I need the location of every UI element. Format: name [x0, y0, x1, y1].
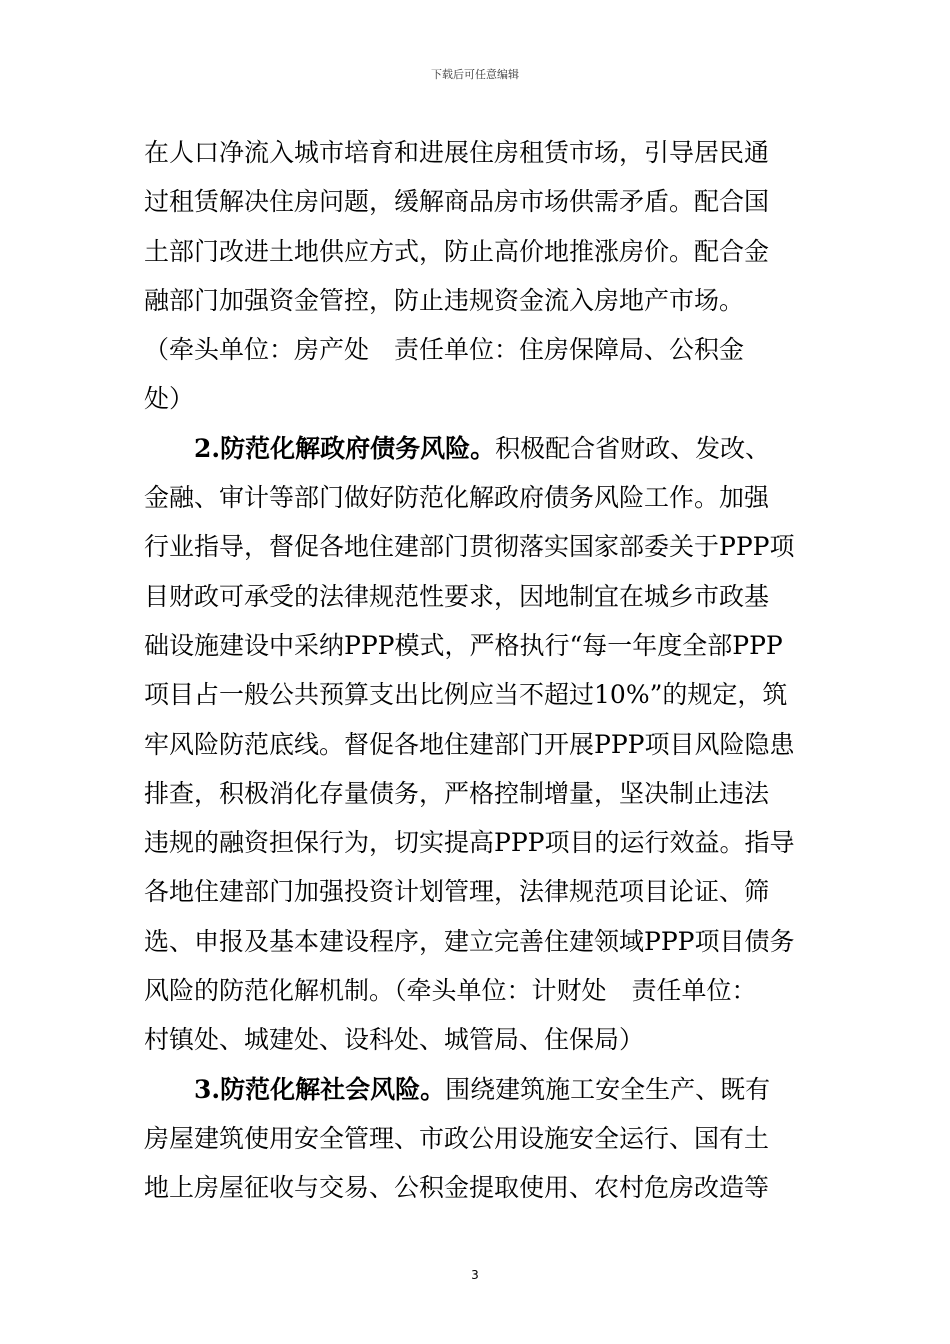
text-line: 违规的融资担保行为，切实提高PPP项目的运行效益。指导: [144, 828, 795, 858]
page-number: 3: [471, 1268, 479, 1282]
text-line: 融部门加强资金管控，防止违规资金流入房地产市场。: [144, 285, 745, 315]
text-line: 处）: [144, 384, 195, 414]
text-line: 金融、审计等部门做好防范化解政府债务风险工作。加强: [144, 483, 770, 513]
page-header: 下载后可任意编辑: [431, 68, 519, 81]
text-line: 村镇处、城建处、设科处、城管局、住保局）: [144, 1025, 645, 1055]
text-line: 地上房屋征收与交易、公积金提取使用、农村危房改造等: [144, 1173, 770, 1203]
text-line: 行业指导，督促各地住建部门贯彻落实国家部委关于PPP项: [144, 532, 795, 562]
text-line: 目财政可承受的法律规范性要求，因地制宜在城乡市政基: [144, 581, 770, 611]
body-text: [144, 128, 809, 1213]
text-line: 各地住建部门加强投资计划管理，法律规范项目论证、筛: [144, 877, 770, 907]
text-line: 3.防范化解社会风险。围绕建筑施工安全生产、既有: [194, 1074, 771, 1104]
text-line: 础设施建设中采纳PPP模式，严格执行“每一年度全部PPP: [144, 630, 783, 660]
text-line: 在人口净流入城市培育和进展住房租赁市场，引导居民通: [144, 138, 770, 167]
section-heading: 2.防范化解政府债务风险。: [194, 433, 496, 463]
section-heading: 3.防范化解社会风险。: [194, 1074, 446, 1104]
text-line: 房屋建筑使用安全管理、市政公用设施安全运行、国有土: [144, 1123, 770, 1153]
text-line: 牢风险防范底线。督促各地住建部门开展PPP项目风险隐患: [144, 729, 795, 759]
text-line: 土部门改进土地供应方式，防止高价地推涨房价。配合金: [144, 236, 770, 266]
text-line: 2.防范化解政府债务风险。积极配合省财政、发改、: [194, 433, 771, 463]
text-line: 过租赁解决住房问题，缓解商品房市场供需矛盾。配合国: [144, 187, 770, 217]
text-line: 项目占一般公共预算支出比例应当不超过10%”的规定，筑: [144, 680, 788, 710]
text-line: 选、申报及基本建设程序，建立完善住建领域PPP项目债务: [144, 926, 795, 956]
text-line: 风险的防范化解机制。（牵头单位：计财处 责任单位：: [144, 976, 757, 1006]
text-line: 排查，积极消化存量债务，严格控制增量，坚决制止违法: [144, 778, 770, 808]
text-line: （牵头单位：房产处 责任单位：住房保障局、公积金: [144, 335, 745, 365]
